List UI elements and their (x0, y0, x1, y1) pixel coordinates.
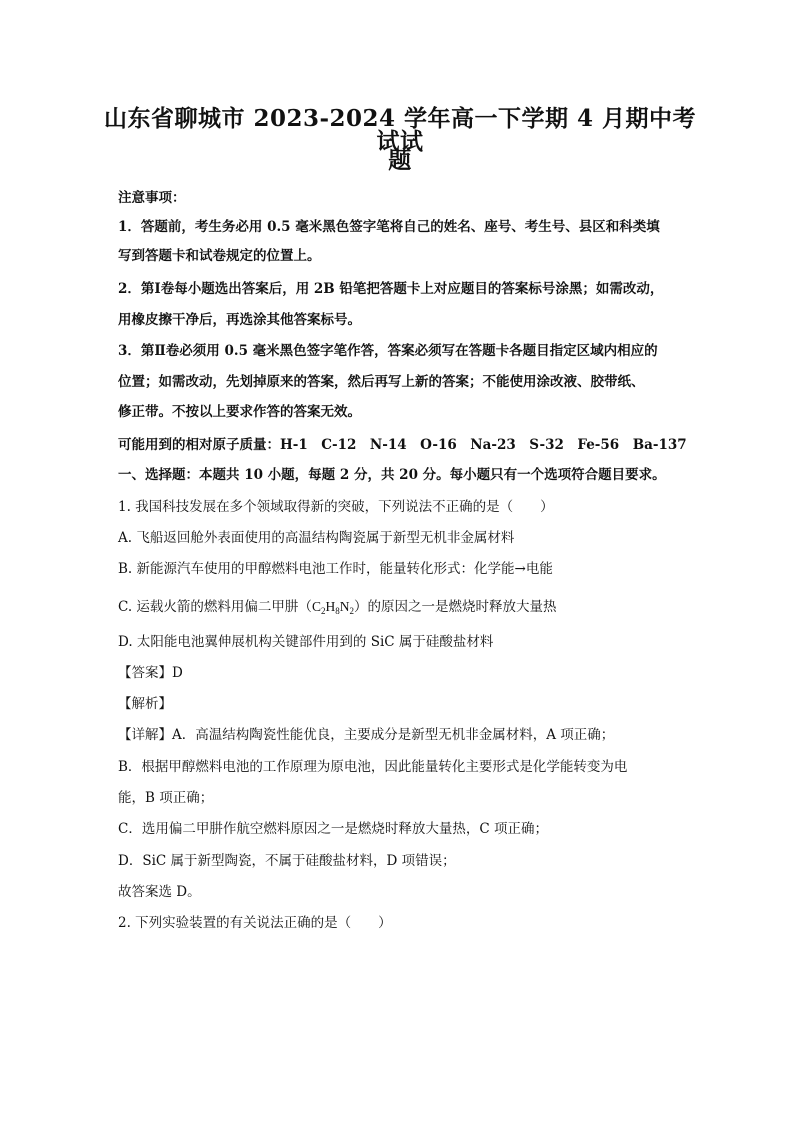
notice-item-3-line-1: 3．第Ⅱ卷必须用 0.5 毫米黑色签字笔作答，答案必须写在答题卡各题目指定区域内相应的 (118, 343, 658, 359)
option-c-text-after: ）的原因之一是燃烧时释放大量热 (353, 599, 557, 615)
question-2-stem: 2. 下列实验装置的有关说法正确的是（ ） (118, 915, 392, 931)
detail-option-c: C．选用偏二甲肼作航空燃料原因之一是燃烧时释放大量热，C 项正确； (118, 821, 548, 837)
detail-option-b-line-2: 能，B 项正确； (118, 790, 214, 806)
exam-title-line1: 山东省聊城市 2023-2024 学年高一下学期 4 月期中考试试 (103, 105, 697, 155)
notice-item-1-line-2: 写到答题卡和试卷规定的位置上。 (118, 248, 321, 264)
notice-item-3-line-2: 位置；如需改动，先划掉原来的答案，然后再写上新的答案；不能使用涂改液、胶带纸、 (118, 374, 645, 390)
section-1-heading: 一、选择题：本题共 10 小题，每题 2 分，共 20 分。每小题只有一个选项符合题目要求。 (118, 467, 666, 483)
detail-option-a: 【详解】A．高温结构陶瓷性能优良，主要成分是新型无机非金属材料，A 项正确； (118, 727, 615, 743)
formula-nitrogen: N (339, 599, 350, 614)
notice-item-3-line-3: 修正带。不按以上要求作答的答案无效。 (118, 404, 361, 420)
analysis-heading: 【解析】 (118, 696, 172, 712)
question-1-option-c (118, 600, 688, 616)
formula-hydrogen-subscript: 8 (335, 606, 340, 616)
conclusion: 故答案选 D。 (118, 884, 201, 900)
question-1-option-b: B. 新能源汽车使用的甲醇燃料电池工作时，能量转化形式：化学能→电能 (118, 561, 553, 577)
detail-option-b-line-1: B．根据甲醇燃料电池的工作原理为原电池，因此能量转化主要形式是化学能转变为电 (118, 759, 628, 775)
notice-item-1-line-1: 1．答题前，考生务必用 0.5 毫米黑色签字笔将自己的姓名、座号、考生号、县区和科类填 (118, 219, 660, 235)
question-1-option-a: A. 飞船返回舱外表面使用的高温结构陶瓷属于新型无机非金属材料 (118, 530, 515, 546)
answer-label: 【答案】D (118, 665, 183, 681)
notice-item-2-line-1: 2．第Ⅰ卷每小题选出答案后，用 2B 铅笔把答题卡上对应题目的答案标号涂黑；如需改动， (118, 281, 664, 297)
formula-carbon: C (311, 599, 321, 614)
formula-nitrogen-subscript: 2 (349, 606, 354, 616)
question-1-option-d: D. 太阳能电池翼伸展机构关键部件用到的 SiC 属于硅酸盐材料 (118, 634, 494, 650)
option-c-text-before: C. 运载火箭的燃料用偏二甲肼（ (118, 599, 312, 615)
detail-option-d: D．SiC 属于新型陶瓷，不属于硅酸盐材料，D 项错误； (118, 853, 456, 869)
exam-title-line2: 题 (388, 147, 412, 174)
atomic-masses-line: 可能用到的相对原子质量：H-1 C-12 N-14 O-16 Na-23 S-32 Fe-56 Ba-137 (118, 437, 687, 453)
formula-c2h8n2 (312, 599, 354, 614)
formula-hydrogen: H (325, 599, 336, 614)
notice-item-2-line-2: 用橡皮擦干净后，再选涂其他答案标号。 (118, 312, 361, 328)
notice-heading: 注意事项： (118, 190, 186, 206)
formula-carbon-subscript: 2 (320, 606, 326, 616)
question-1-stem: 1. 我国科技发展在多个领域取得新的突破，下列说法不正确的是（ ） (118, 499, 554, 515)
